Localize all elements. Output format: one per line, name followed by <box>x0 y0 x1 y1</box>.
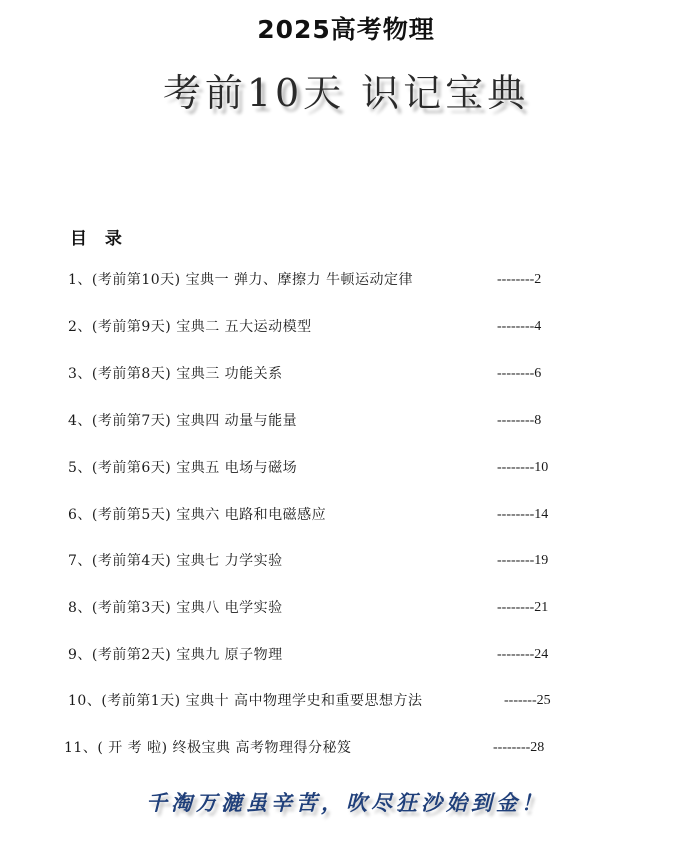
toc-item-page: --------6 <box>497 366 542 381</box>
toc-item-title: 8、(考前第3天) 宝典八 电学实验 <box>68 600 283 616</box>
toc-item-title: 5、(考前第6天) 宝典五 电场与磁场 <box>68 460 298 476</box>
toc-item-page: --------2 <box>497 272 542 287</box>
toc-item[interactable] <box>0 316 692 338</box>
toc-item-title: 9、(考前第2天) 宝典九 原子物理 <box>68 647 283 663</box>
main-title-part-a: 考前10天 <box>162 71 346 115</box>
toc-item-title: 10、(考前第1天) 宝典十 高中物理学史和重要思想方法 <box>68 693 423 709</box>
toc-item[interactable] <box>0 690 692 712</box>
toc-item-title: 2、(考前第9天) 宝典二 五大运动模型 <box>68 319 312 335</box>
toc-heading: 目 录 <box>70 229 128 249</box>
toc-item[interactable] <box>0 597 692 619</box>
toc-item-title: 3、(考前第8天) 宝典三 功能关系 <box>68 366 283 382</box>
toc-item-page: --------10 <box>497 460 549 475</box>
toc-item-page: -------25 <box>504 693 551 708</box>
subject-title: 2025高考物理 <box>257 15 435 44</box>
toc-item[interactable] <box>0 644 692 666</box>
toc-item[interactable] <box>0 737 692 759</box>
toc-item-title: 1、(考前第10天) 宝典一 弹力、摩擦力 牛顿运动定律 <box>68 272 413 288</box>
toc-item-page: --------4 <box>497 319 542 334</box>
toc-item-title: 7、(考前第4天) 宝典七 力学实验 <box>68 553 283 569</box>
toc-item-page: --------19 <box>497 553 549 568</box>
toc-item-title: 11、( 开 考 啦) 终极宝典 高考物理得分秘笈 <box>64 740 352 756</box>
toc-item[interactable] <box>0 550 692 572</box>
toc-item-page: --------14 <box>497 507 549 522</box>
toc-item[interactable] <box>0 457 692 479</box>
toc-item-page: --------28 <box>493 740 545 755</box>
toc-item-title: 4、(考前第7天) 宝典四 动量与能量 <box>68 413 298 429</box>
toc-item[interactable] <box>0 504 692 526</box>
toc-item[interactable] <box>0 363 692 385</box>
main-title-part-b: 识记宝典 <box>361 71 530 115</box>
motto: 千淘万漉虽辛苦，吹尽狂沙始到金！ <box>146 790 546 815</box>
toc-item-title: 6、(考前第5天) 宝典六 电路和电磁感应 <box>68 507 327 523</box>
toc-item-page: --------24 <box>497 647 549 662</box>
toc-item[interactable] <box>0 410 692 432</box>
toc-item-page: --------8 <box>497 413 542 428</box>
toc-item-page: --------21 <box>497 600 549 615</box>
toc-item[interactable] <box>0 269 692 291</box>
